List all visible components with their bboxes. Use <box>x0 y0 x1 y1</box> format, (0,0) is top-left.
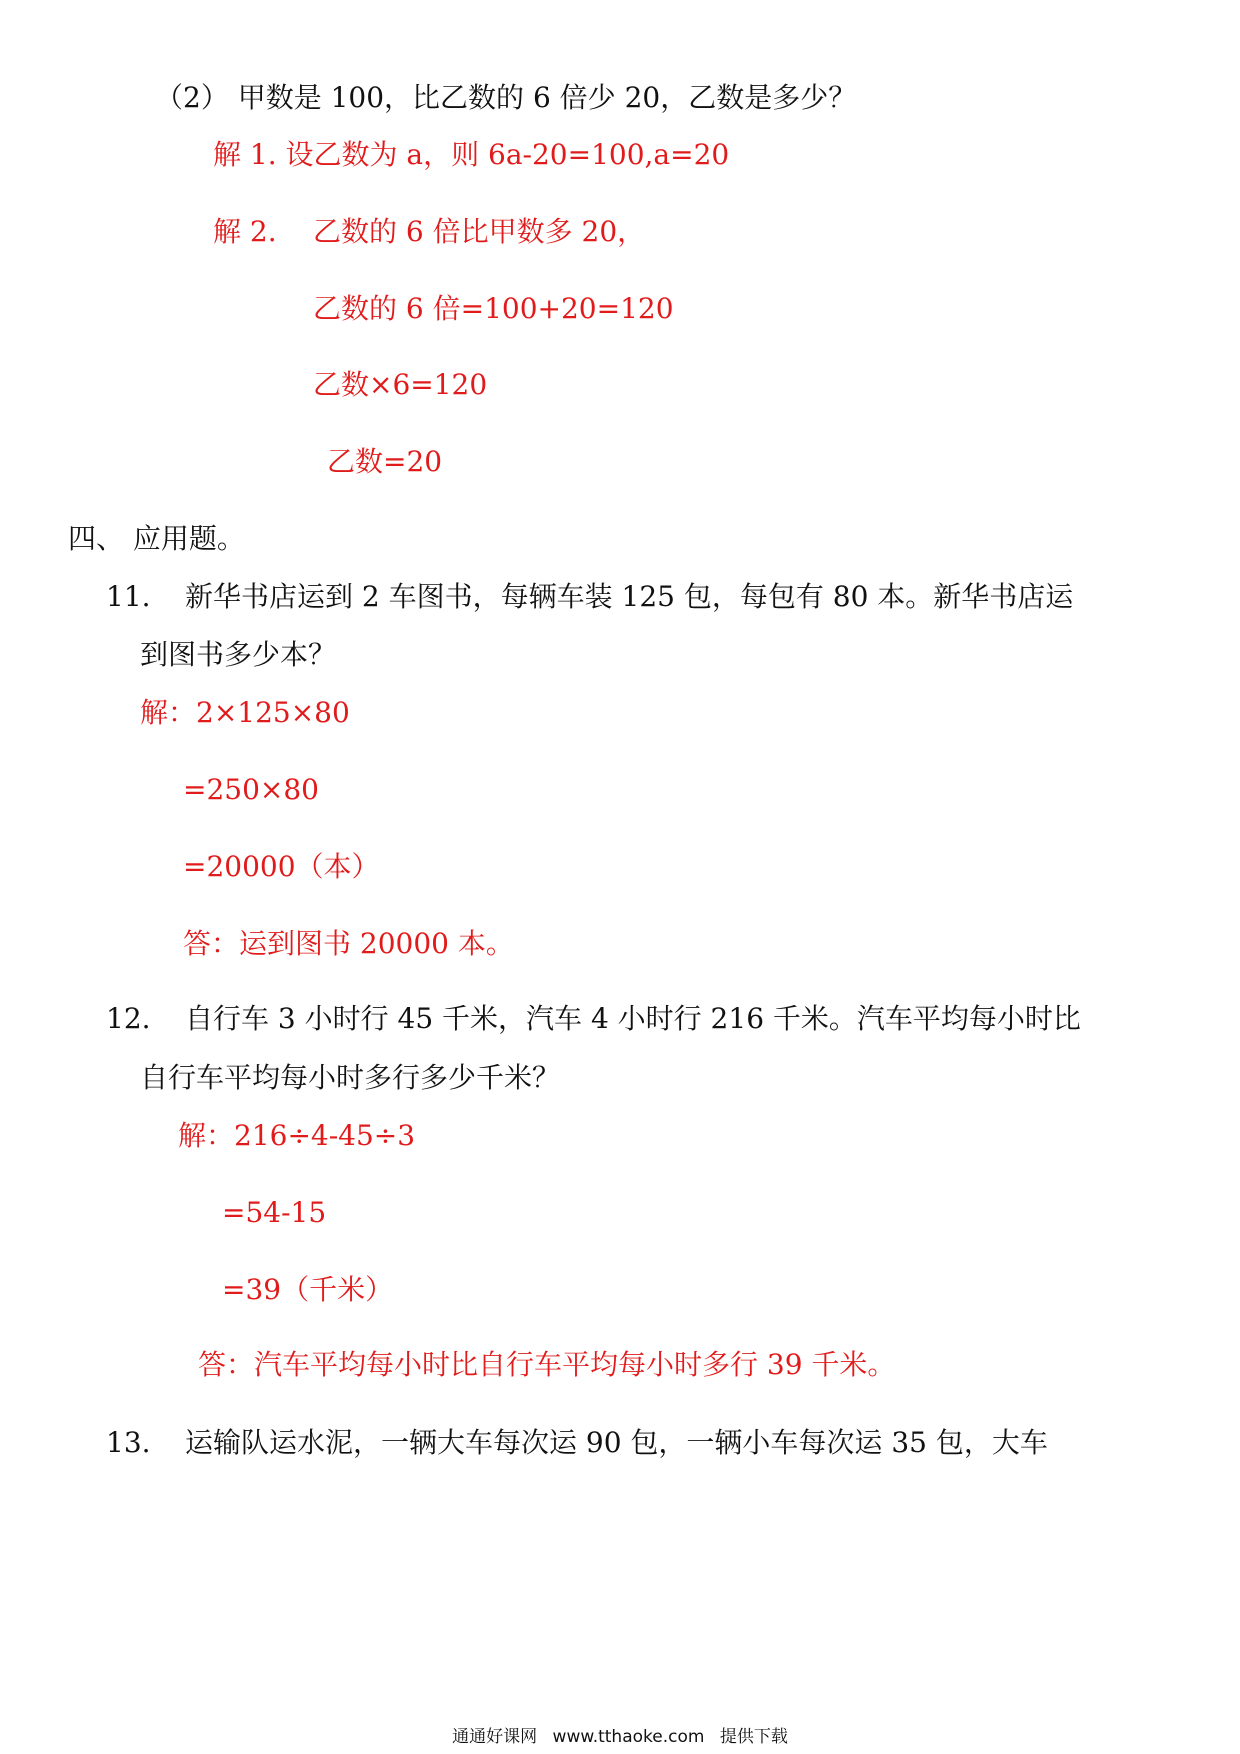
q2-solution-1: 解 1. 设乙数为 a，则 6a-20=100,a=20 <box>213 138 730 171</box>
q2-question: （2） 甲数是 100，比乙数的 6 倍少 20，乙数是多少？ <box>155 81 857 114</box>
problem-12-solution-line-2: =54-15 <box>222 1196 327 1229</box>
problem-11-text-line-1: 新华书店运到 2 车图书，每辆车装 125 包，每包有 80 本。新华书店运 <box>185 580 1074 613</box>
problem-12-answer: 答：汽车平均每小时比自行车平均每小时多行 39 千米。 <box>198 1348 896 1381</box>
problem-11-answer: 答：运到图书 20000 本。 <box>183 927 514 960</box>
problem-12-text-line-2: 自行车平均每小时多行多少千米？ <box>140 1061 561 1094</box>
q2-solution-2-line-2: 乙数的 6 倍=100+20=120 <box>313 292 674 325</box>
problem-12-text-line-1: 自行车 3 小时行 45 千米，汽车 4 小时行 216 千米。汽车平均每小时比 <box>185 1002 1081 1035</box>
q2-solution-2-line-4: 乙数=20 <box>327 445 443 478</box>
problem-11-text-line-2: 到图书多少本？ <box>140 638 337 671</box>
footer-note: 提供下载 <box>719 1727 788 1747</box>
q2-solution-2-label: 解 2. <box>213 215 277 248</box>
q2-solution-2-line-3: 乙数×6=120 <box>313 368 488 401</box>
problem-11-solution-line-3: =20000（本） <box>183 850 380 883</box>
problem-12-number: 12. <box>106 1002 151 1035</box>
problem-13-number: 13. <box>106 1426 151 1459</box>
footer-url[interactable]: www.tthaoke.com <box>552 1727 705 1747</box>
problem-13-text-line-1: 运输队运水泥，一辆大车每次运 90 包，一辆小车每次运 35 包，大车 <box>185 1426 1048 1459</box>
q2-solution-2-line-1: 乙数的 6 倍比甲数多 20， <box>313 215 646 248</box>
problem-12-solution-line-1: 解：216÷4-45÷3 <box>178 1119 416 1152</box>
problem-11-solution-line-2: =250×80 <box>183 773 319 806</box>
problem-11-number: 11. <box>106 580 151 613</box>
section-heading: 四、 应用题。 <box>68 522 245 555</box>
footer-site-name: 通通好课网 <box>452 1727 538 1747</box>
problem-12-solution-line-3: =39（千米） <box>222 1273 394 1306</box>
page-footer <box>0 1726 1240 1748</box>
problem-11-solution-line-1: 解：2×125×80 <box>140 696 350 729</box>
